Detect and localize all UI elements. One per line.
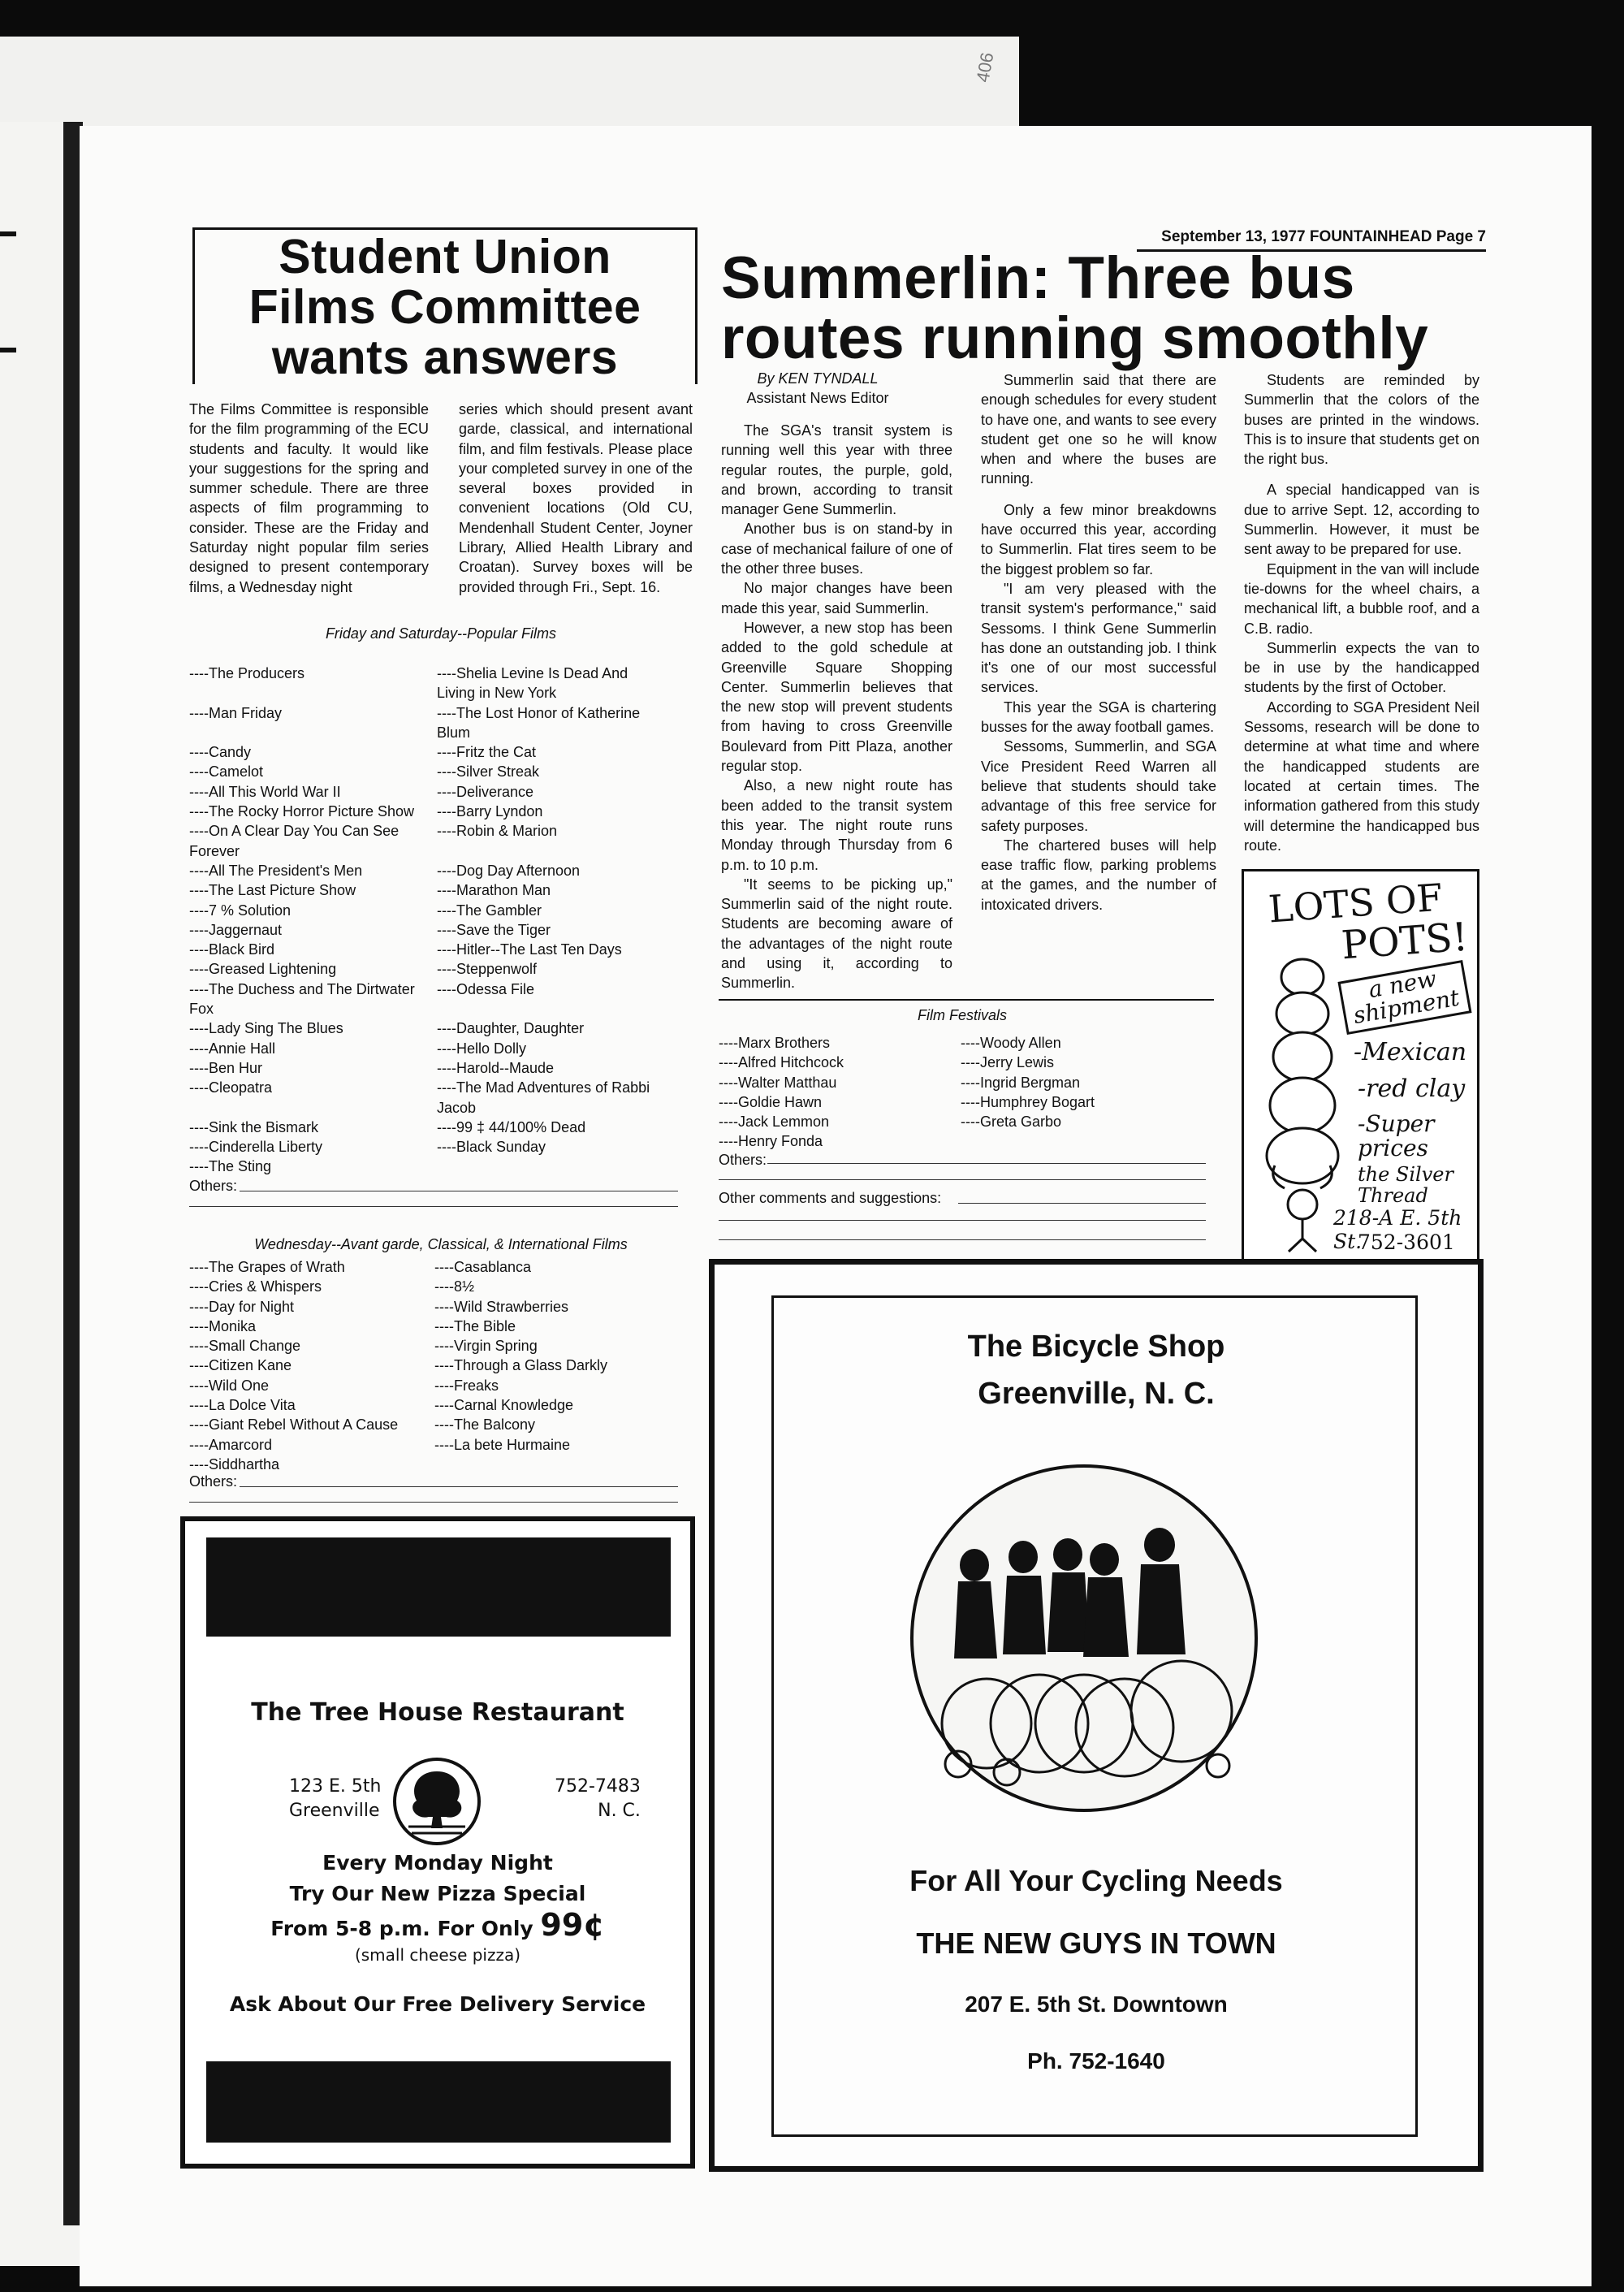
write-in-line[interactable] <box>240 1486 678 1487</box>
film-option: ----Cinderella Liberty <box>189 1139 323 1156</box>
delivery-line: Ask About Our Free Delivery Service <box>229 1992 646 2016</box>
restaurant-address <box>289 1775 381 1823</box>
article-paragraph: "I am very pleased with the transit system's performance," said Sessoms. I think Gene Summerlin has done an outstanding job. I think it's one of our most successful services. <box>981 580 1216 696</box>
special-line: From 5-8 p.m. For Only <box>270 1917 533 1940</box>
pot-shape <box>1267 1128 1338 1183</box>
shop-address: 207 E. 5th St. Downtown <box>965 1991 1228 2017</box>
film-option: ----Amarcord <box>189 1436 272 1453</box>
article-paragraph: The chartered buses will help ease traffic flow, parking problems at the games, and the number of intoxicated drivers. <box>981 837 1216 913</box>
pots-item: -Super prices <box>1358 1110 1435 1161</box>
handwritten-page-number: 406 <box>972 50 998 84</box>
film-option: ----Dog Day Afternoon <box>437 862 581 879</box>
pizza-special <box>185 1848 690 1965</box>
film-option: ----All This World War II <box>189 783 341 800</box>
article-paragraph: However, a new stop has been added to the gold schedule at Greenville Square Shopping Center. Summerlin believes that the new stop will prevent students from having to cross Greenville Boulevard from Pitt Plaza, another regular stop. <box>721 619 952 775</box>
film-option: ----Save the Tiger <box>437 921 551 938</box>
festival-option: ----Marx Brothers <box>719 1035 831 1051</box>
film-option: ----The Grapes of Wrath <box>189 1259 345 1275</box>
film-festivals-left <box>719 1033 954 1152</box>
film-option: ----La bete Hurmaine <box>434 1436 571 1453</box>
film-option: ----Greased Lightening <box>189 961 337 978</box>
tree-house-ad <box>180 1516 695 2169</box>
vintage-cyclists-illustration <box>909 1464 1259 1813</box>
film-option: ----All The President's Men <box>189 862 363 879</box>
popular-films-left <box>189 664 433 1177</box>
film-option: ----Marathon Man <box>437 882 551 899</box>
shop-tagline: THE NEW GUYS IN TOWN <box>916 1927 1276 1960</box>
article-paragraph: Students are reminded by Summerlin that the colors of the buses are printed in the windows. This is to insure that students get on the right bus. <box>1244 372 1479 468</box>
pots-shop-name: the Silver Thread <box>1358 1163 1453 1207</box>
films-headline-box <box>192 227 698 384</box>
film-option: ----Sink the Bismark <box>189 1118 319 1135</box>
article-paragraph: Sessoms, Summerlin, and SGA Vice President Reed Warren all believe that students should take advantage of this free service for safety purposes. <box>981 738 1216 834</box>
film-option: ----The Last Picture Show <box>189 882 356 899</box>
film-option: ----Cries & Whispers <box>189 1278 322 1295</box>
pots-item: -red clay <box>1358 1075 1466 1103</box>
silver-thread-ad <box>1242 869 1479 1264</box>
special-note: (small cheese pizza) <box>354 1945 521 1965</box>
write-in-line[interactable] <box>189 1502 678 1503</box>
film-option: ----Candy <box>189 744 252 761</box>
article-paragraph: This year the SGA is chartering busses for the away football games. <box>981 698 1216 736</box>
film-option: ----Hello Dolly <box>437 1040 527 1057</box>
pots-phone: 752-3601 <box>1358 1230 1455 1254</box>
bus-headline-line: Summerlin: Three bus <box>721 245 1355 311</box>
article-paragraph: Equipment in the van will include tie-downs for the wheel chairs, a mechanical lift, a bubble roof, and a C.B. radio. <box>1244 560 1479 637</box>
popular-films-right <box>437 664 693 1157</box>
films-intro-right: series which should present avant garde, classical, and international film, and film festivals. Please place your completed survey in one of the several boxes provided in convenient locations (Old CU, Mendenhall Student Center, Joyner Library, Allied Health Library and Croatan). Survey boxes will be provided through Fri., Sept. 16. <box>459 401 693 595</box>
film-option: ----Shelia Levine Is Dead And <box>437 665 628 681</box>
film-option: ----The Producers <box>189 665 305 681</box>
film-option: ----Wild Strawberries <box>434 1298 569 1315</box>
festival-option: ----Ingrid Bergman <box>961 1074 1081 1091</box>
bus-headline <box>721 245 1492 371</box>
film-option: ----The Bible <box>434 1317 516 1334</box>
tree-logo <box>392 1757 482 1846</box>
film-option: ----Cleopatra <box>189 1079 273 1096</box>
festival-option: ----Greta Garbo <box>961 1114 1062 1131</box>
festival-option: ----Jerry Lewis <box>961 1054 1054 1071</box>
wednesday-others-label: Others: <box>189 1473 238 1490</box>
film-option: Forever <box>189 842 240 859</box>
article-paragraph: Summerlin expects the van to be in use by the handicapped students by the first of October. <box>1244 639 1479 696</box>
film-option: ----On A Clear Day You Can See <box>189 823 400 840</box>
bus-headline-line: routes running smoothly <box>721 305 1429 371</box>
bus-column-1 <box>721 421 952 993</box>
write-in-line[interactable] <box>719 1220 1206 1221</box>
film-option: ----Daughter, Daughter <box>437 1020 585 1037</box>
pots-line-2: POTS! <box>1340 914 1470 969</box>
film-option: ----8½ <box>434 1278 474 1295</box>
article-paragraph: "It seems to be picking up," Summerlin said of the night route. Students are becoming aware of the advantages of the night route and using it, according to Summerlin. <box>721 876 952 992</box>
film-option: Living in New York <box>437 685 557 702</box>
write-in-line[interactable] <box>767 1163 1206 1164</box>
restaurant-state: N. C. <box>598 1801 641 1821</box>
festival-option: ----Humphrey Bogart <box>961 1093 1095 1110</box>
section-divider <box>719 999 1214 1001</box>
film-option: ----Black Bird <box>189 941 275 958</box>
film-option: ----Day for Night <box>189 1298 295 1315</box>
film-option <box>189 1098 433 1118</box>
film-option: ----Black Sunday <box>437 1139 546 1156</box>
ad-black-band <box>206 1537 671 1637</box>
wednesday-films-right <box>434 1257 678 1455</box>
bicycle-shop-ad <box>709 1259 1484 2172</box>
film-option: ----Fritz the Cat <box>437 744 537 761</box>
film-option: ----Virgin Spring <box>434 1338 538 1355</box>
film-option: ----Barry Lyndon <box>437 803 543 820</box>
festival-option: ----Jack Lemmon <box>719 1114 830 1131</box>
stacked-pots-illustration <box>1260 953 1341 1253</box>
bus-column-2 <box>981 370 1216 915</box>
pots-item: -Mexican <box>1354 1038 1467 1066</box>
festival-option: ----Goldie Hawn <box>719 1093 823 1110</box>
pots-address: 218-A E. 5th St. <box>1333 1206 1462 1253</box>
article-paragraph: Only a few minor breakdowns have occurred this year, according to Summerlin. Flat tires seem to be the biggest problem so far. <box>981 501 1216 577</box>
write-in-line[interactable] <box>958 1203 1206 1204</box>
film-option: ----Jaggernaut <box>189 921 283 938</box>
festival-option: ----Henry Fonda <box>719 1133 823 1150</box>
film-option: ----Freaks <box>434 1377 499 1394</box>
film-option: ----Harold--Maude <box>437 1059 555 1076</box>
film-option <box>437 999 693 1018</box>
film-option: Blum <box>437 724 471 741</box>
film-option: ----Robin & Marion <box>437 823 558 840</box>
byline: By KEN TYNDALL <box>757 370 879 387</box>
festival-option: ----Walter Matthau <box>719 1074 837 1091</box>
film-option <box>189 683 433 703</box>
figure-head <box>1288 1190 1317 1219</box>
comments-label: Other comments and suggestions: <box>719 1190 942 1206</box>
film-option: ----Casablanca <box>434 1259 532 1275</box>
film-option: ----Carnal Knowledge <box>434 1397 574 1414</box>
films-headline-line: Films Committee <box>248 280 641 334</box>
article-paragraph: No major changes have been made this year, said Summerlin. <box>721 580 952 616</box>
address-line: 123 E. 5th <box>289 1776 382 1797</box>
shop-slogan: For All Your Cycling Needs <box>909 1864 1283 1897</box>
film-option: ----Steppenwolf <box>437 961 538 978</box>
restaurant-contact <box>555 1775 641 1823</box>
pot-shape <box>1273 1032 1332 1081</box>
film-option: ----Deliverance <box>437 783 534 800</box>
film-festivals-right <box>961 1033 1196 1131</box>
article-paragraph: Another bus is on stand-by in case of mechanical failure of one of the other three buses. <box>721 521 952 577</box>
film-option: ----Giant Rebel Without A Cause <box>189 1416 399 1434</box>
films-headline-line: wants answers <box>271 331 619 384</box>
article-paragraph: Summerlin said that there are enough schedules for every student to have one, and wants to see every student get one so he will know when and where the buses are running. <box>981 372 1216 487</box>
wednesday-films-left <box>189 1257 433 1474</box>
film-option: ----The Balcony <box>434 1416 536 1434</box>
special-line: Every Monday Night <box>322 1851 553 1875</box>
pots-line-1: LOTS OF <box>1267 875 1445 932</box>
film-option: ----The Duchess and The Dirtwater <box>189 980 415 997</box>
popular-others-label: Others: <box>189 1178 238 1194</box>
film-option: ----Camelot <box>189 763 264 781</box>
film-option <box>189 723 433 742</box>
film-festivals-title: Film Festivals <box>917 1007 1007 1023</box>
shop-city: Greenville, N. C. <box>978 1377 1215 1411</box>
ad-black-band <box>206 2061 671 2143</box>
film-option <box>437 841 693 861</box>
film-option: ----7 % Solution <box>189 902 292 919</box>
festival-option: ----Alfred Hitchcock <box>719 1054 844 1071</box>
shop-name: The Bicycle Shop <box>967 1330 1225 1364</box>
shop-phone: Ph. 752-1640 <box>1027 2048 1165 2074</box>
film-option: ----Small Change <box>189 1338 301 1355</box>
film-option: ----The Sting <box>189 1158 272 1175</box>
article-paragraph: A special handicapped van is due to arrive Sept. 12, according to Summerlin. However, it must be sent away to be prepared for use. <box>1244 482 1479 558</box>
film-option: ----Citizen Kane <box>189 1357 292 1374</box>
pot-shape <box>1270 1078 1335 1133</box>
films-headline-line: Student Union <box>279 230 611 283</box>
restaurant-name: The Tree House Restaurant <box>251 1698 624 1727</box>
write-in-line[interactable] <box>719 1179 1206 1180</box>
film-option: ----Annie Hall <box>189 1040 276 1057</box>
write-in-line[interactable] <box>719 1239 1206 1240</box>
film-option: ----The Lost Honor of Katherine <box>437 704 641 721</box>
address-line: Greenville <box>289 1801 380 1821</box>
page-folio: September 13, 1977 FOUNTAINHEAD Page 7 <box>1137 228 1486 252</box>
popular-films-title: Friday and Saturday--Popular Films <box>325 625 557 642</box>
wednesday-films-title: Wednesday--Avant garde, Classical, & International Films <box>254 1236 628 1252</box>
prev-page-mark <box>0 231 16 236</box>
film-option: ----The Mad Adventures of Rabbi <box>437 1079 650 1096</box>
film-option: ----Siddhartha <box>189 1455 280 1473</box>
film-option: ----Through a Glass Darkly <box>434 1357 608 1374</box>
article-paragraph: According to SGA President Neil Sessoms, research will be done to determine at what time and where the handicapped students are located at certain times. The information gathered from this study will determine the handicapped bus route. <box>1244 698 1479 854</box>
film-option: ----Monika <box>189 1317 257 1334</box>
film-option: ----Silver Streak <box>437 763 540 781</box>
special-line: Try Our New Pizza Special <box>289 1882 586 1905</box>
film-option: ----Odessa File <box>437 980 535 997</box>
byline-role: Assistant News Editor <box>746 390 889 406</box>
bus-column-3 <box>1244 370 1479 855</box>
special-line-price <box>185 1909 690 1944</box>
film-option: ----The Rocky Horror Picture Show <box>189 803 415 820</box>
film-option: ----Hitler--The Last Ten Days <box>437 941 622 958</box>
film-option: Fox <box>189 1001 214 1018</box>
write-in-line[interactable] <box>189 1206 678 1207</box>
festivals-others-label: Others: <box>719 1152 767 1168</box>
film-option: ----La Dolce Vita <box>189 1397 296 1414</box>
festival-option: ----Woody Allen <box>961 1035 1061 1051</box>
film-option: Jacob <box>437 1099 477 1116</box>
films-intro-left: The Films Committee is responsible for the film programming of the ECU students and faculty. It would like your suggestions for the spring and summer schedule. There are three aspects of film programming to consider. These are the Friday and Saturday night popular film series designed to present contemporary films, a Wednesday night <box>189 401 429 595</box>
film-option: ----Lady Sing The Blues <box>189 1020 343 1037</box>
film-option: ----The Gambler <box>437 902 542 919</box>
film-option: ----Ben Hur <box>189 1059 263 1076</box>
film-option: ----99 ‡ 44/100% Dead <box>437 1118 586 1135</box>
film-option: ----Man Friday <box>189 704 283 721</box>
pizza-price: 99¢ <box>540 1907 605 1943</box>
film-option: ----Wild One <box>189 1377 269 1394</box>
new-shipment-box: a new shipment <box>1337 960 1471 1035</box>
article-paragraph: The SGA's transit system is running well this year with three regular routes, the purple, gold, and brown, according to transit manager Gene Summerlin. <box>721 422 952 518</box>
article-paragraph: Also, a new night route has been added to the transit system this year. The night route runs Monday through Thursday from 6 p.m. to 10 p.m. <box>721 777 952 873</box>
pot-shape <box>1276 992 1328 1035</box>
restaurant-phone: 752-7483 <box>555 1776 641 1797</box>
prev-page-mark <box>0 348 16 352</box>
pot-shape <box>1281 959 1324 995</box>
